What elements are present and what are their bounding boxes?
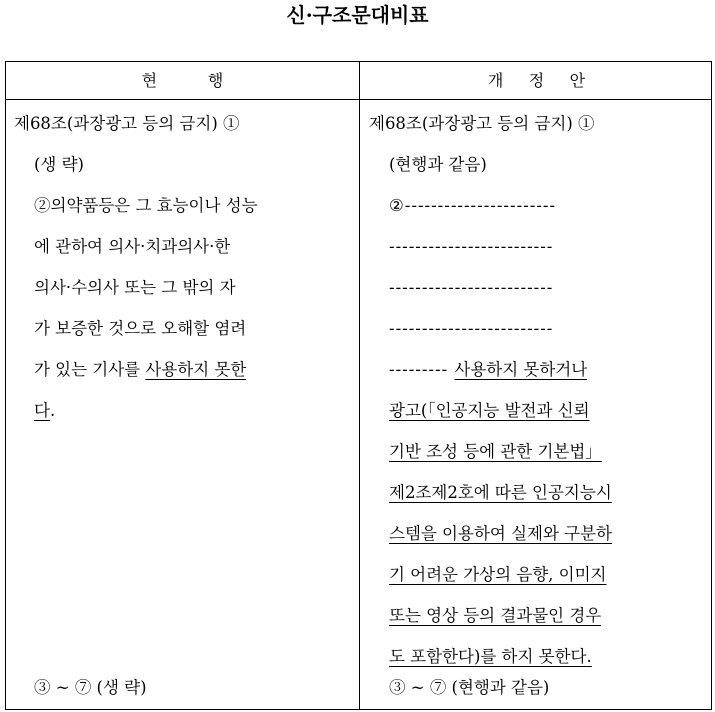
current-line-5: 의사·수의사 또는 그 밖의 자 [34, 278, 236, 297]
current-line-4: 에 관하여 의사·치과의사·한 [34, 237, 231, 256]
header-current: 현 행 [141, 71, 224, 90]
proposed-line-4: ------------------------- [389, 237, 554, 256]
proposed-line-7-dashes: --------- [389, 360, 455, 379]
current-line-last: ③ ~ ⑦ (생 략) [34, 678, 147, 697]
proposed-line-2: (현행과 같음) [389, 155, 487, 174]
current-line-2: (생 략) [34, 155, 84, 174]
current-line-8-amended: 다 [34, 401, 50, 420]
header-proposed: 개 정 안 [487, 71, 586, 90]
proposed-line-9: 기반 조성 등에 관한 기본법」 [389, 442, 602, 461]
proposed-line-10: 제2조제2호에 따른 인공지능시 [389, 483, 612, 502]
current-line-3: ②의약품등은 그 효능이나 성능 [34, 196, 258, 215]
current-line-1: 제68조(과장광고 등의 금지) ① [14, 114, 240, 133]
proposed-line-6: ------------------------- [389, 319, 554, 338]
proposed-line-7 [389, 360, 587, 382]
proposed-line-14: 도 포함한다)를 하지 못한다. [389, 647, 592, 666]
proposed-line-11: 스템을 이용하여 실제와 구분하 [389, 524, 612, 543]
proposed-line-12: 기 어려운 가상의 음향, 이미지 [389, 565, 607, 584]
column-divider [359, 62, 360, 709]
current-line-8-text: . [49, 401, 56, 420]
proposed-line-1: 제68조(과장광고 등의 금지) ① [369, 114, 595, 133]
proposed-line-last: ③ ~ ⑦ (현행과 같음) [389, 678, 550, 697]
proposed-line-3: ②----------------------- [389, 196, 557, 215]
current-line-7-text: 가 있는 기사를 [34, 360, 146, 379]
comparison-table [5, 61, 712, 710]
current-line-7 [34, 360, 246, 382]
proposed-line-5: ------------------------- [389, 278, 554, 297]
proposed-line-8: 광고(「인공지능 발전과 신뢰 [389, 401, 590, 420]
current-line-6: 가 보증한 것으로 오해할 염려 [34, 319, 247, 338]
proposed-line-7-amended: 사용하지 못하거나 [454, 360, 588, 379]
current-line-8 [34, 401, 55, 423]
current-line-7-amended: 사용하지 못한 [145, 360, 247, 379]
document-title: 신·구조문대비표 [286, 3, 429, 27]
proposed-line-13: 또는 영상 등의 결과물인 경우 [389, 606, 602, 625]
